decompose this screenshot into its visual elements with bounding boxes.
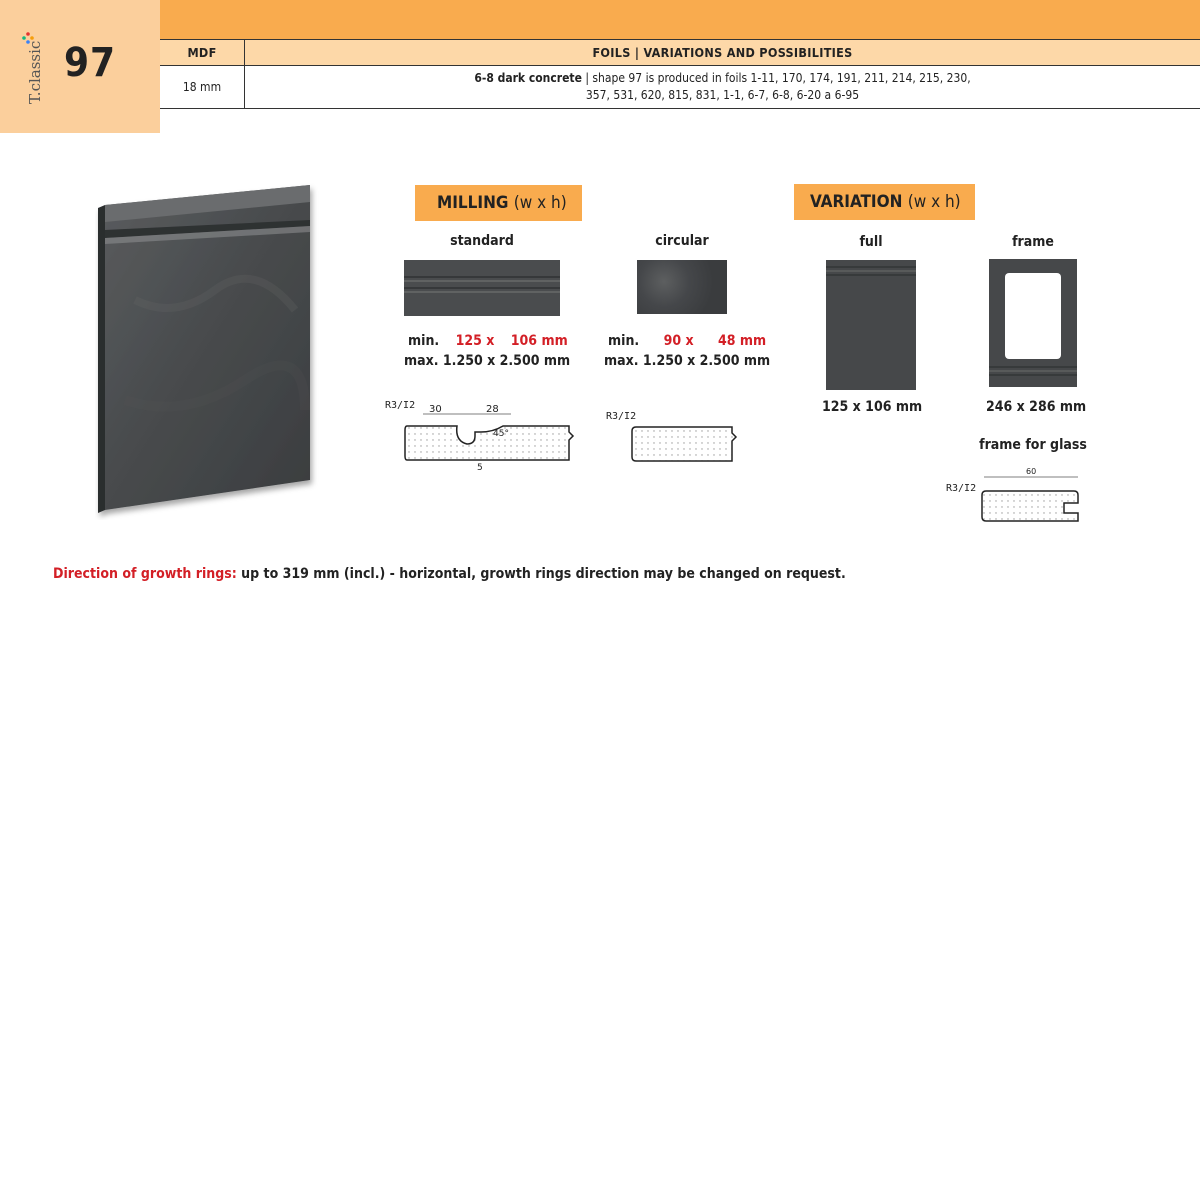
circular-profile-diagram (604, 405, 744, 465)
profile-tag: R3/I2 (385, 400, 416, 411)
circular-min (608, 333, 766, 349)
foil-name: 6-8 dark concrete (474, 71, 582, 85)
milling-header (415, 185, 582, 221)
profile-tag: R3/I2 (606, 411, 637, 422)
milling-title: MILLING (437, 193, 509, 213)
brand-name: T.classic (26, 40, 44, 104)
standard-max: max. 1.250 x 2.500 mm (404, 353, 571, 369)
standard-label: standard (450, 233, 514, 249)
growth-rings-note (53, 566, 846, 582)
frame-for-glass-profile-diagram (946, 463, 1091, 525)
profile-d: 60 (1026, 467, 1037, 476)
circular-min-h: 48 mm (718, 333, 767, 349)
standard-min (408, 333, 568, 349)
frame-label: frame (1012, 234, 1054, 250)
variation-wh: (w x h) (907, 192, 961, 212)
profile-depth: 5 (477, 463, 483, 473)
profile-angle: 45° (493, 429, 509, 439)
door-product-image (95, 180, 320, 520)
note-text: up to 319 mm (incl.) - horizontal, growth rings direction may be changed on request. (236, 566, 846, 582)
min-prefix: min. (608, 333, 640, 349)
full-label: full (859, 234, 883, 250)
spec-table (160, 39, 1200, 109)
frame-for-glass-label: frame for glass (979, 437, 1087, 453)
variation-header (794, 184, 975, 220)
profile-d2: 28 (486, 404, 499, 415)
table-row (160, 66, 1200, 109)
full-swatch (826, 260, 918, 392)
foil-line-1: | shape 97 is produced in foils 1-11, 170, 174, 191, 211, 214, 215, 230, (581, 71, 971, 85)
model-number: 97 (64, 40, 117, 86)
milling-wh: (w x h) (513, 193, 567, 213)
full-size: 125 x 106 mm (822, 399, 923, 415)
circular-max: max. 1.250 x 2.500 mm (604, 353, 771, 369)
foils-cell (245, 66, 1200, 109)
standard-swatch (404, 260, 560, 318)
standard-profile-diagram (383, 396, 583, 476)
frame-swatch (989, 259, 1079, 389)
circular-swatch (637, 260, 727, 314)
min-prefix: min. (408, 333, 440, 349)
frame-size: 246 x 286 mm (986, 399, 1087, 415)
note-lead: Direction of growth rings: (53, 566, 237, 582)
profile-tag: R3/I2 (946, 483, 977, 494)
header-mdf: MDF (160, 40, 245, 66)
thickness-cell: 18 mm (160, 66, 245, 109)
header-bar (160, 0, 1200, 39)
profile-d1: 30 (429, 404, 442, 415)
standard-min-w: 125 x (455, 333, 495, 349)
circular-label: circular (655, 233, 709, 249)
circular-min-w: 90 x (663, 333, 694, 349)
variation-title: VARIATION (810, 192, 903, 212)
foil-line-2: 357, 531, 620, 815, 831, 1-1, 6-7, 6-8, 6-20 a 6-95 (585, 88, 860, 102)
table-header-row (160, 40, 1200, 66)
header-foils: FOILS | VARIATIONS AND POSSIBILITIES (245, 40, 1200, 66)
standard-min-h: 106 mm (510, 333, 568, 349)
brand-logo (10, 20, 50, 110)
